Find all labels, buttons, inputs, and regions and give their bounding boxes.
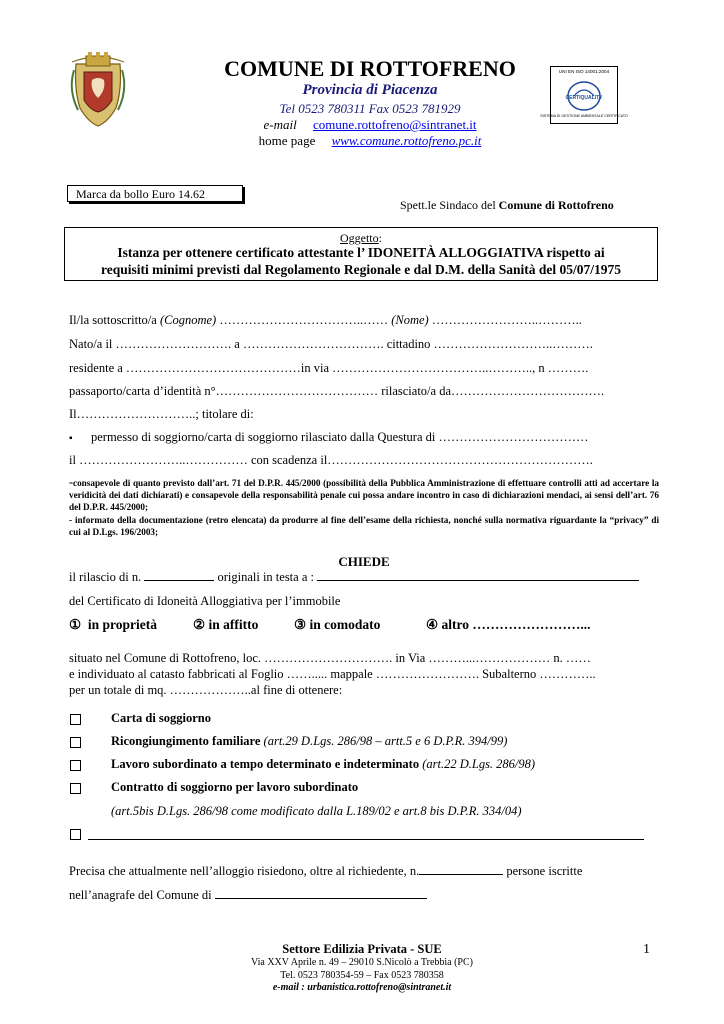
declaration-1 bbox=[69, 476, 659, 513]
residents-suffix: persone iscritte bbox=[503, 864, 583, 878]
purpose-3-label: Lavoro subordinato a tempo determinato e indeterminato bbox=[111, 757, 420, 771]
addressee bbox=[400, 198, 650, 213]
option-3-number: ③ bbox=[294, 617, 307, 632]
holder-blank[interactable] bbox=[317, 580, 639, 581]
purpose-4-label: Contratto di soggiorno per lavoro subordinato bbox=[111, 780, 359, 794]
website-line bbox=[180, 133, 560, 149]
surname-blank: ……………………………..…… bbox=[216, 313, 392, 327]
permit-text: permesso di soggiorno/carta di soggiorno rilasciato dalla Questura di ……………………………… bbox=[91, 430, 589, 444]
option-loan[interactable] bbox=[294, 617, 404, 633]
purpose-1 bbox=[111, 711, 211, 726]
cert-standard: UNI EN ISO 14001:2004 bbox=[558, 69, 610, 74]
issue-date-field[interactable]: Il………………………..; titolare di: bbox=[69, 407, 254, 421]
cert-caption: SISTEMA DI GESTIONE AMBIENTALE CERTIFICATO bbox=[540, 114, 628, 118]
residents-count-blank[interactable] bbox=[419, 874, 503, 875]
option-rent[interactable] bbox=[193, 617, 285, 633]
property-location-field[interactable]: situato nel Comune di Rottofreno, loc. …………………………. in Via ………...……………… n. …… bbox=[69, 651, 591, 665]
purpose-2-label: Ricongiungimento familiare bbox=[111, 734, 261, 748]
option-ownership[interactable] bbox=[69, 617, 181, 633]
purpose-checkbox-other[interactable] bbox=[70, 829, 81, 840]
revenue-stamp-box: Marca da bollo Euro 14.62 bbox=[67, 185, 243, 202]
purpose-4-reference: (art.5bis D.Lgs. 286/98 come modificato dalla L.189/02 e art.8 bis D.P.R. 334/04) bbox=[111, 804, 522, 818]
bullet-icon: ▪ bbox=[69, 433, 73, 444]
purpose-other-blank[interactable] bbox=[88, 826, 644, 840]
registry-municipality-blank[interactable] bbox=[215, 898, 427, 899]
surname-label: (Cognome) bbox=[159, 313, 217, 327]
registry-label: nell’anagrafe del Comune di bbox=[69, 888, 215, 902]
footer-department: Settore Edilizia Privata - SUE bbox=[282, 942, 442, 956]
cadastre-field[interactable]: e individuato al catasto fabbricati al Foglio ……..... mappale ……………………. Subalterno ………….. bbox=[69, 667, 596, 681]
subject-box bbox=[64, 227, 658, 281]
option-2-label: in affitto bbox=[208, 617, 259, 632]
phone-fax: Tel 0523 780311 Fax 0523 781929 bbox=[279, 101, 461, 116]
municipal-coat-of-arms-logo bbox=[66, 50, 130, 128]
option-3-label: in comodato bbox=[309, 617, 381, 632]
name-label: (Nome) bbox=[391, 313, 429, 327]
purpose-checkbox-3[interactable] bbox=[70, 760, 81, 771]
option-4-label: altro ……………………... bbox=[441, 617, 591, 632]
permit-dates-field[interactable]: il ……………………..…………… con scadenza il………………………………………………………. bbox=[69, 453, 593, 467]
applicant-prefix: Il/la sottoscritto/a bbox=[69, 313, 160, 327]
copies-blank[interactable] bbox=[144, 580, 214, 581]
purpose-2-ref: (art.29 D.Lgs. 286/98 – artt.5 e 6 D.P.R. 394/99) bbox=[260, 734, 508, 748]
subject-label-text: Oggetto bbox=[339, 231, 379, 245]
footer-email: e-mail : urbanistica.rottofreno@sintranet.it bbox=[272, 982, 452, 993]
applicant-name-field[interactable] bbox=[69, 313, 659, 328]
subject-line-1: Istanza per ottenere certificato attestante l’ IDONEITÀ ALLOGGIATIVA rispetto ai bbox=[117, 245, 605, 260]
purpose-checkbox-4[interactable] bbox=[70, 783, 81, 794]
name-blank: ……………………..……….. bbox=[428, 313, 582, 327]
declaration-2: - informato della documentazione (retro elencata) da produrre al fine dell’esame della richiesta, nonché sulla normativa riguardante la “privacy” di cui al D.Lgs. 196/2003; bbox=[69, 515, 659, 537]
subject-label: Oggetto: bbox=[339, 231, 382, 245]
purpose-1-label: Carta di soggiorno bbox=[111, 711, 211, 725]
registry-field[interactable] bbox=[69, 888, 659, 903]
subject-line-2: requisiti minimi previsti dal Regolamento Regionale e dal D.M. della Sanità del 05/07/1975 bbox=[100, 262, 621, 277]
residents-field[interactable] bbox=[69, 864, 659, 879]
website-link[interactable]: www.comune.rottofreno.pc.it bbox=[331, 133, 482, 148]
email-label: e-mail bbox=[263, 117, 297, 132]
area-field[interactable]: per un totale di mq. ………………..al fine di ottenere: bbox=[69, 683, 343, 697]
copies-label: il rilascio di n. bbox=[69, 570, 145, 584]
certificate-line: del Certificato di Idoneità Alloggiativa per l’immobile bbox=[69, 594, 341, 608]
declaration-dash: - bbox=[69, 475, 73, 489]
cert-brand: CERTIQUALITY bbox=[565, 95, 603, 101]
province-name: Provincia di Piacenza bbox=[302, 82, 438, 98]
email-line bbox=[180, 117, 560, 133]
option-other[interactable] bbox=[426, 617, 606, 633]
purpose-2 bbox=[111, 734, 507, 749]
option-1-number: ① bbox=[69, 617, 82, 632]
purpose-checkbox-1[interactable] bbox=[70, 714, 81, 725]
option-4-number: ④ bbox=[426, 617, 439, 632]
residence-field[interactable]: residente a ……………………………………in via ………………………………..……….., n ………. bbox=[69, 361, 589, 375]
residents-text: Precisa che attualmente nell’alloggio risiedono, oltre al richiedente, n. bbox=[69, 864, 420, 878]
purpose-3 bbox=[111, 757, 535, 772]
option-1-label: in proprietà bbox=[87, 617, 157, 632]
addressee-prefix: Spett.le Sindaco del bbox=[400, 198, 499, 212]
request-heading: CHIEDE bbox=[338, 554, 390, 569]
permit-field[interactable] bbox=[69, 430, 659, 445]
website-label: home page bbox=[258, 133, 316, 148]
declaration-1-text: consapevole di quanto previsto dall’art. 71 del D.P.R. 445/2000 (possibilità della Pubblica Amministrazione di effettuare controlli atti ad accertare la veridicità dei dati dichiarati) e consapevole della responsabilità penale cui possa andare incontro in caso di dichiarazioni mendaci, ai sensi dell’art. 76 del D.P.R. 445/2000; bbox=[69, 478, 659, 512]
page-number: 1 bbox=[643, 942, 650, 957]
addressee-name: Comune di Rottofreno bbox=[498, 198, 614, 212]
municipality-title: COMUNE DI ROTTOFRENO bbox=[224, 56, 516, 81]
email-link[interactable]: comune.rottofreno@sintranet.it bbox=[312, 117, 477, 132]
birth-citizenship-field[interactable]: Nato/a il ………………………. a ……………………………. cittadino ………………………..………. bbox=[69, 337, 593, 351]
option-2-number: ② bbox=[193, 617, 206, 632]
footer-address: Via XXV Aprile n. 49 – 29010 S.Nicolò a Trebbia (PC) bbox=[251, 957, 473, 968]
holder-label: originali in testa a : bbox=[214, 570, 318, 584]
purpose-3-ref: (art.22 D.Lgs. 286/98) bbox=[419, 757, 536, 771]
purpose-checkbox-2[interactable] bbox=[70, 737, 81, 748]
certiquality-certification-logo bbox=[540, 66, 628, 124]
request-copies-field[interactable] bbox=[69, 570, 659, 585]
footer-phone: Tel. 0523 780354-59 – Fax 0523 780358 bbox=[280, 970, 444, 981]
purpose-4 bbox=[111, 780, 358, 795]
id-document-field[interactable]: passaporto/carta d’identità n°………………………………… rilasciato/a da………………………………. bbox=[69, 384, 605, 398]
